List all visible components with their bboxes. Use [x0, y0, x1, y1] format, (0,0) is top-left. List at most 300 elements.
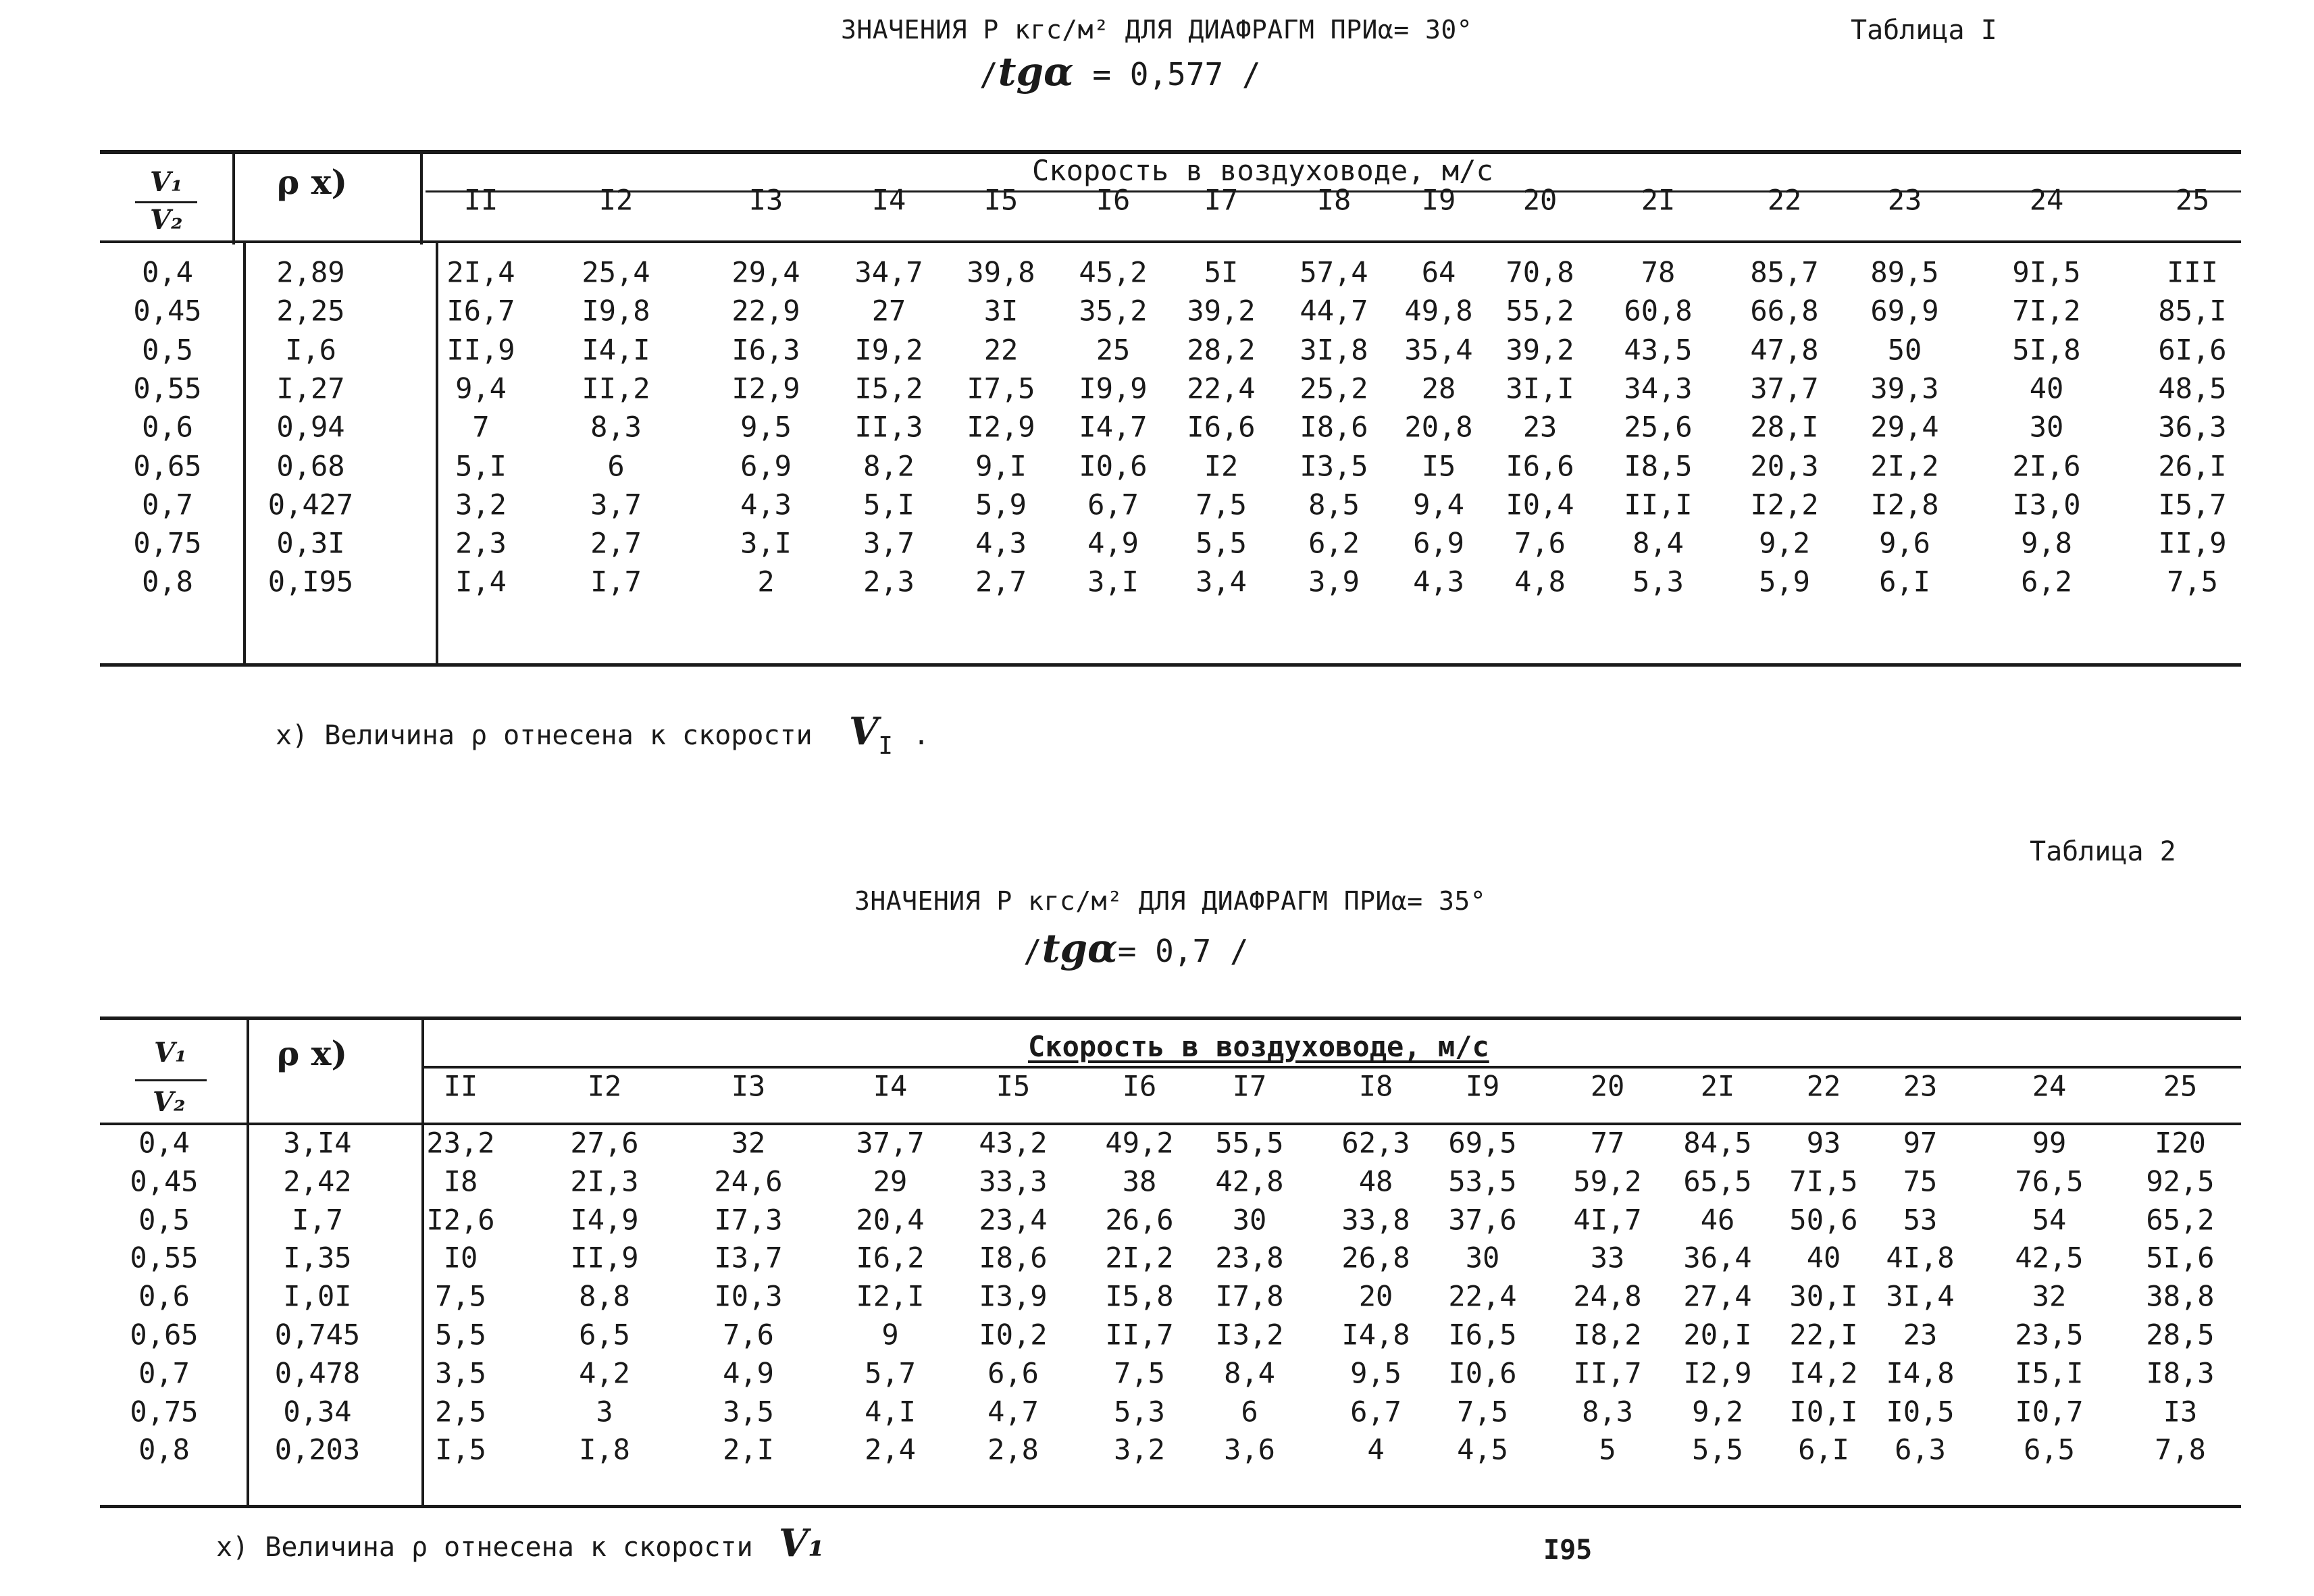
table1-divider-2b [436, 243, 438, 665]
pressure-value-cell: 30 [1465, 1241, 1500, 1275]
speed-column-header: 25 [2175, 183, 2210, 217]
pressure-value-cell: 3,7 [590, 488, 642, 521]
pressure-value-cell: 49,2 [1105, 1126, 1174, 1160]
pressure-value-cell: 55,2 [1506, 294, 1574, 328]
pressure-value-cell: I3 [2163, 1395, 2198, 1428]
table1-bottom-rule [100, 663, 2241, 667]
pressure-value-cell: 9,4 [1413, 488, 1464, 521]
pressure-value-cell: I2,8 [1870, 488, 1939, 521]
pressure-value-cell: 3,I [1087, 565, 1139, 598]
footnote-text: x) Величина ρ отнесена к скорости [216, 1532, 753, 1563]
speed-column-header: 22 [1767, 183, 1802, 217]
pressure-value-cell: 26,I [2158, 449, 2227, 482]
pressure-value-cell: 40 [1806, 1241, 1841, 1275]
pressure-value-cell: 8,3 [590, 410, 642, 444]
pressure-value-cell: 30 [2029, 410, 2064, 444]
pressure-value-cell: 48,5 [2158, 371, 2227, 405]
pressure-value-cell: 92,5 [2146, 1164, 2215, 1198]
pressure-value-cell: I3,5 [1300, 449, 1368, 482]
pressure-value-cell: 23 [1903, 1318, 1938, 1352]
pressure-value-cell: 53 [1903, 1203, 1938, 1237]
pressure-value-cell: I8 [443, 1164, 478, 1198]
pressure-value-cell: I0,6 [1079, 449, 1148, 482]
pressure-value-cell: 39,8 [967, 255, 1035, 289]
pressure-value-cell: 43,2 [979, 1126, 1048, 1160]
pressure-value-cell: 37,7 [856, 1126, 925, 1160]
v-symbol: V [848, 709, 879, 754]
pressure-value-cell: 8,4 [1224, 1356, 1275, 1390]
pressure-value-cell: I6,5 [1448, 1318, 1517, 1352]
pressure-value-cell: I6,7 [446, 294, 515, 328]
pressure-value-cell: I7,8 [1215, 1279, 1284, 1313]
pressure-value-cell: 44,7 [1300, 294, 1368, 328]
speed-column-header: I8 [1358, 1069, 1393, 1103]
speed-column-header: 24 [2029, 183, 2064, 217]
table2-v1-label: V₁ [154, 1037, 187, 1069]
velocity-ratio-cell: 0,55 [133, 371, 202, 405]
pressure-value-cell: 2I,3 [570, 1164, 639, 1198]
rho-cell: 2,89 [276, 255, 345, 289]
pressure-value-cell: 2 [757, 565, 775, 598]
table1-divider-1 [232, 150, 235, 244]
pressure-value-cell: I2,I [856, 1279, 925, 1313]
pressure-value-cell: 47,8 [1750, 333, 1819, 367]
speed-column-header: I7 [1204, 183, 1239, 217]
rho-cell: I,7 [292, 1203, 343, 1237]
table1-v2-label: V₂ [150, 204, 183, 236]
pressure-value-cell: 2,4 [865, 1433, 916, 1466]
pressure-value-cell: I6,3 [731, 333, 800, 367]
pressure-value-cell: 5,5 [1195, 526, 1247, 560]
velocity-ratio-cell: 0,8 [138, 1433, 190, 1466]
pressure-value-cell: 7,5 [1195, 488, 1247, 521]
rho-cell: 2,25 [276, 294, 345, 328]
pressure-value-cell: 50 [1887, 333, 1922, 367]
pressure-value-cell: 7I,2 [2012, 294, 2081, 328]
pressure-value-cell: II,I [1624, 488, 1693, 521]
pressure-value-cell: 9,8 [2021, 526, 2072, 560]
pressure-value-cell: 7I,5 [1789, 1164, 1858, 1198]
pressure-value-cell: I0 [443, 1241, 478, 1275]
pressure-value-cell: 45,2 [1079, 255, 1148, 289]
v1-symbol: V₁ [778, 1521, 825, 1566]
pressure-value-cell: 65,2 [2146, 1203, 2215, 1237]
pressure-value-cell: I0,4 [1506, 488, 1574, 521]
pressure-value-cell: I4,7 [1079, 410, 1148, 444]
pressure-value-cell: 27,4 [1683, 1279, 1752, 1313]
pressure-value-cell: 29,4 [731, 255, 800, 289]
pressure-value-cell: 2,7 [975, 565, 1027, 598]
pressure-value-cell: 5,I [455, 449, 507, 482]
pressure-value-cell: 42,8 [1215, 1164, 1284, 1198]
pressure-value-cell: 36,3 [2158, 410, 2227, 444]
pressure-value-cell: 24,6 [714, 1164, 783, 1198]
tg-alpha-symbol: tgα [998, 49, 1074, 95]
rho-cell: 0,68 [276, 449, 345, 482]
pressure-value-cell: 25,6 [1624, 410, 1693, 444]
pressure-value-cell: 39,2 [1506, 333, 1574, 367]
table1-fraction-bar [135, 201, 197, 203]
pressure-value-cell: 9,4 [455, 371, 507, 405]
pressure-value-cell: 4,I [865, 1395, 916, 1428]
pressure-value-cell: 22,4 [1187, 371, 1256, 405]
page-number: I95 [1543, 1535, 1593, 1566]
table1-label: Таблица I [1851, 15, 1997, 46]
pressure-value-cell: 6 [1241, 1395, 1258, 1428]
pressure-value-cell: 6,I [1798, 1433, 1849, 1466]
velocity-ratio-cell: 0,55 [130, 1241, 199, 1275]
pressure-value-cell: 4 [1367, 1433, 1385, 1466]
pressure-value-cell: 4,9 [723, 1356, 774, 1390]
pressure-value-cell: 29,4 [1870, 410, 1939, 444]
speed-column-header: 2I [1700, 1069, 1735, 1103]
pressure-value-cell: 6,5 [579, 1318, 630, 1352]
pressure-value-cell: 23,8 [1215, 1241, 1284, 1275]
pressure-value-cell: 5,3 [1632, 565, 1684, 598]
velocity-ratio-cell: 0,7 [138, 1356, 190, 1390]
pressure-value-cell: II,3 [854, 410, 923, 444]
table2-speed-rule [422, 1066, 2241, 1069]
pressure-value-cell: 89,5 [1870, 255, 1939, 289]
table2-v2-label: V₂ [153, 1086, 186, 1118]
pressure-value-cell: 9I,5 [2012, 255, 2081, 289]
table2-fraction-bar [135, 1079, 207, 1081]
pressure-value-cell: 2,I [723, 1433, 774, 1466]
rho-cell: 0,203 [274, 1433, 361, 1466]
pressure-value-cell: 65,5 [1683, 1164, 1752, 1198]
pressure-value-cell: 5,9 [975, 488, 1027, 521]
pressure-value-cell: I0,I [1789, 1395, 1858, 1428]
pressure-value-cell: 3,9 [1308, 565, 1360, 598]
rho-cell: 0,I95 [267, 565, 354, 598]
pressure-value-cell: 7,5 [435, 1279, 486, 1313]
speed-column-header: 23 [1887, 183, 1922, 217]
pressure-value-cell: 9,5 [740, 410, 792, 444]
pressure-value-cell: 20 [1358, 1279, 1393, 1313]
pressure-value-cell: 28,2 [1187, 333, 1256, 367]
table2-rho-header: ρ x) [277, 1033, 348, 1073]
pressure-value-cell: 20,8 [1404, 410, 1473, 444]
pressure-value-cell: 6,2 [2021, 565, 2072, 598]
pressure-value-cell: 30 [1232, 1203, 1267, 1237]
pressure-value-cell: I7,3 [714, 1203, 783, 1237]
pressure-value-cell: 5,7 [865, 1356, 916, 1390]
velocity-ratio-cell: 0,6 [138, 1279, 190, 1313]
footnote-period: . [913, 720, 930, 751]
speed-column-header: 24 [2032, 1069, 2067, 1103]
pressure-value-cell: I,7 [590, 565, 642, 598]
pressure-value-cell: II,7 [1573, 1356, 1642, 1390]
pressure-value-cell: 76,5 [2015, 1164, 2084, 1198]
pressure-value-cell: 27,6 [570, 1126, 639, 1160]
pressure-value-cell: 35,2 [1079, 294, 1148, 328]
speed-column-header: I9 [1421, 183, 1456, 217]
pressure-value-cell: 39,2 [1187, 294, 1256, 328]
pressure-value-cell: 4I,8 [1886, 1241, 1955, 1275]
pressure-value-cell: 6,I [1879, 565, 1930, 598]
pressure-value-cell: I5,I [2015, 1356, 2084, 1390]
speed-column-header: I3 [748, 183, 783, 217]
pressure-value-cell: 34,3 [1624, 371, 1693, 405]
pressure-value-cell: 28,I [1750, 410, 1819, 444]
table2-formula [1023, 925, 1249, 971]
pressure-value-cell: 77 [1590, 1126, 1625, 1160]
pressure-value-cell: 36,4 [1683, 1241, 1752, 1275]
pressure-value-cell: 46 [1700, 1203, 1735, 1237]
pressure-value-cell: 5I,8 [2012, 333, 2081, 367]
pressure-value-cell: I4,I [582, 333, 650, 367]
velocity-ratio-cell: 0,5 [142, 333, 193, 367]
velocity-ratio-cell: 0,5 [138, 1203, 190, 1237]
pressure-value-cell: I0,5 [1886, 1395, 1955, 1428]
pressure-value-cell: 59,2 [1573, 1164, 1642, 1198]
pressure-value-cell: 99 [2032, 1126, 2067, 1160]
pressure-value-cell: 2I,6 [2012, 449, 2081, 482]
pressure-value-cell: 2I,4 [446, 255, 515, 289]
pressure-value-cell: 26,6 [1105, 1203, 1174, 1237]
pressure-value-cell: 3I,4 [1886, 1279, 1955, 1313]
pressure-value-cell: 55,5 [1215, 1126, 1284, 1160]
speed-column-header: I6 [1096, 183, 1131, 217]
pressure-value-cell: 20,3 [1750, 449, 1819, 482]
formula-right: = 0,577 / [1073, 56, 1261, 93]
formula-left: / [979, 56, 998, 93]
speed-column-header: 25 [2163, 1069, 2198, 1103]
rho-cell: I,35 [283, 1241, 352, 1275]
speed-column-header: II [463, 183, 498, 217]
pressure-value-cell: I,4 [455, 565, 507, 598]
pressure-value-cell: 3,I [740, 526, 792, 560]
pressure-value-cell: I6,6 [1187, 410, 1256, 444]
pressure-value-cell: I3,0 [2012, 488, 2081, 521]
pressure-value-cell: 25,2 [1300, 371, 1368, 405]
pressure-value-cell: 6,7 [1350, 1395, 1402, 1428]
pressure-value-cell: I5,8 [1105, 1279, 1174, 1313]
pressure-value-cell: 64 [1421, 255, 1456, 289]
pressure-value-cell: 5,5 [1692, 1433, 1743, 1466]
table2-divider-1 [247, 1016, 249, 1506]
pressure-value-cell: 7,8 [2155, 1433, 2206, 1466]
rho-cell: 0,94 [276, 410, 345, 444]
pressure-value-cell: I8,6 [979, 1241, 1048, 1275]
pressure-value-cell: 6,9 [740, 449, 792, 482]
pressure-value-cell: 26,8 [1341, 1241, 1410, 1275]
velocity-ratio-cell: 0,6 [142, 410, 193, 444]
table1-rho-header: ρ x) [277, 162, 348, 202]
pressure-value-cell: I4,9 [570, 1203, 639, 1237]
pressure-value-cell: 9,I [975, 449, 1027, 482]
pressure-value-cell: 6,5 [2024, 1433, 2075, 1466]
pressure-value-cell: I6,2 [856, 1241, 925, 1275]
rho-cell: 0,427 [267, 488, 354, 521]
table1-v1-label: V₁ [150, 166, 183, 198]
pressure-value-cell: I3,9 [979, 1279, 1048, 1313]
speed-column-header: 22 [1806, 1069, 1841, 1103]
rho-cell: 0,745 [274, 1318, 361, 1352]
pressure-value-cell: 62,3 [1341, 1126, 1410, 1160]
pressure-value-cell: 3,6 [1224, 1433, 1275, 1466]
pressure-value-cell: II,7 [1105, 1318, 1174, 1352]
pressure-value-cell: I2,9 [731, 371, 800, 405]
velocity-ratio-cell: 0,45 [130, 1164, 199, 1198]
pressure-value-cell: 30,I [1789, 1279, 1858, 1313]
pressure-value-cell: 23,4 [979, 1203, 1048, 1237]
pressure-value-cell: 5I,6 [2146, 1241, 2215, 1275]
table2-title: ЗНАЧЕНИЯ Р кгс/м² ДЛЯ ДИАФРАГМ ПРИα= 35° [854, 886, 1487, 916]
pressure-value-cell: 34,7 [854, 255, 923, 289]
pressure-value-cell: 4I,7 [1573, 1203, 1642, 1237]
speed-column-header: I7 [1232, 1069, 1267, 1103]
pressure-value-cell: II,2 [582, 371, 650, 405]
pressure-value-cell: 2,3 [863, 565, 915, 598]
table2-footnote [216, 1521, 825, 1566]
pressure-value-cell: 3,4 [1195, 565, 1247, 598]
table1-speed-header: Скорость в воздуховоде, м/с [1032, 154, 1493, 187]
rho-cell: I,0I [283, 1279, 352, 1313]
pressure-value-cell: III [2167, 255, 2218, 289]
pressure-value-cell: 69,9 [1870, 294, 1939, 328]
pressure-value-cell: II,9 [446, 333, 515, 367]
pressure-value-cell: 78 [1641, 255, 1676, 289]
pressure-value-cell: 28 [1421, 371, 1456, 405]
pressure-value-cell: I4,8 [1886, 1356, 1955, 1390]
speed-column-header: I3 [731, 1069, 766, 1103]
pressure-value-cell: 24,8 [1573, 1279, 1642, 1313]
pressure-value-cell: 23,2 [426, 1126, 495, 1160]
pressure-value-cell: 3,2 [1114, 1433, 1165, 1466]
pressure-value-cell: 25 [1096, 333, 1131, 367]
pressure-value-cell: 93 [1806, 1126, 1841, 1160]
rho-cell: 2,42 [283, 1164, 352, 1198]
velocity-ratio-cell: 0,8 [142, 565, 193, 598]
pressure-value-cell: I8,3 [2146, 1356, 2215, 1390]
pressure-value-cell: 20,4 [856, 1203, 925, 1237]
pressure-value-cell: 4,2 [579, 1356, 630, 1390]
rho-cell: 0,478 [274, 1356, 361, 1390]
pressure-value-cell: I2 [1204, 449, 1239, 482]
pressure-value-cell: 4,5 [1457, 1433, 1508, 1466]
speed-column-header: I4 [873, 1069, 908, 1103]
pressure-value-cell: 7,6 [723, 1318, 774, 1352]
pressure-value-cell: 6 [607, 449, 625, 482]
pressure-value-cell: 8,3 [1582, 1395, 1633, 1428]
speed-column-header: I6 [1122, 1069, 1157, 1103]
pressure-value-cell: 20,I [1683, 1318, 1752, 1352]
rho-cell: 0,3I [276, 526, 345, 560]
table1-divider-1b [243, 243, 246, 665]
pressure-value-cell: 2,8 [987, 1433, 1039, 1466]
speed-column-header: 20 [1590, 1069, 1625, 1103]
pressure-value-cell: I20 [2155, 1126, 2206, 1160]
pressure-value-cell: 6,3 [1895, 1433, 1946, 1466]
pressure-value-cell: 4,3 [975, 526, 1027, 560]
pressure-value-cell: 39,3 [1870, 371, 1939, 405]
pressure-value-cell: I2,6 [426, 1203, 495, 1237]
speed-column-header: I5 [996, 1069, 1031, 1103]
pressure-value-cell: I0,2 [979, 1318, 1048, 1352]
pressure-value-cell: I9,2 [854, 333, 923, 367]
velocity-ratio-cell: 0,65 [133, 449, 202, 482]
pressure-value-cell: 7,6 [1514, 526, 1566, 560]
pressure-value-cell: 4,9 [1087, 526, 1139, 560]
pressure-value-cell: 6I,6 [2158, 333, 2227, 367]
pressure-value-cell: 69,5 [1448, 1126, 1517, 1160]
velocity-ratio-cell: 0,75 [130, 1395, 199, 1428]
pressure-value-cell: 9,6 [1879, 526, 1930, 560]
pressure-value-cell: 66,8 [1750, 294, 1819, 328]
pressure-value-cell: 60,8 [1624, 294, 1693, 328]
pressure-value-cell: 32 [731, 1126, 766, 1160]
pressure-value-cell: 97 [1903, 1126, 1938, 1160]
pressure-value-cell: 6,6 [987, 1356, 1039, 1390]
pressure-value-cell: 3I,8 [1300, 333, 1368, 367]
pressure-value-cell: I5,7 [2158, 488, 2227, 521]
velocity-ratio-cell: 0,65 [130, 1318, 199, 1352]
pressure-value-cell: 38 [1122, 1164, 1157, 1198]
pressure-value-cell: 28,5 [2146, 1318, 2215, 1352]
speed-column-header: 20 [1522, 183, 1558, 217]
pressure-value-cell: 4,8 [1514, 565, 1566, 598]
pressure-value-cell: 23,5 [2015, 1318, 2084, 1352]
pressure-value-cell: 5I [1204, 255, 1239, 289]
pressure-value-cell: 35,4 [1404, 333, 1473, 367]
pressure-value-cell: 8,2 [863, 449, 915, 482]
pressure-value-cell: 2I,2 [1105, 1241, 1174, 1275]
pressure-value-cell: I8,2 [1573, 1318, 1642, 1352]
velocity-ratio-cell: 0,4 [138, 1126, 190, 1160]
pressure-value-cell: 49,8 [1404, 294, 1473, 328]
pressure-value-cell: 8,5 [1308, 488, 1360, 521]
velocity-ratio-cell: 0,45 [133, 294, 202, 328]
pressure-value-cell: 2,3 [455, 526, 507, 560]
pressure-value-cell: 5,5 [435, 1318, 486, 1352]
pressure-value-cell: 40 [2029, 371, 2064, 405]
pressure-value-cell: I9,8 [582, 294, 650, 328]
velocity-ratio-cell: 0,4 [142, 255, 193, 289]
pressure-value-cell: 5,I [863, 488, 915, 521]
speed-column-header: 2I [1641, 183, 1676, 217]
pressure-value-cell: 25,4 [582, 255, 650, 289]
pressure-value-cell: 3,7 [863, 526, 915, 560]
table2-label: Таблица 2 [2030, 836, 2176, 867]
pressure-value-cell: 53,5 [1448, 1164, 1517, 1198]
rho-cell: 0,34 [283, 1395, 352, 1428]
rho-cell: I,27 [276, 371, 345, 405]
pressure-value-cell: 22,9 [731, 294, 800, 328]
pressure-value-cell: 8,8 [579, 1279, 630, 1313]
v-subscript: I [878, 732, 893, 760]
velocity-ratio-cell: 0,7 [142, 488, 193, 521]
velocity-ratio-cell: 0,75 [133, 526, 202, 560]
footnote-text: x) Величина ρ отнесена к скорости [276, 720, 813, 751]
pressure-value-cell: 5,9 [1759, 565, 1810, 598]
pressure-value-cell: I3,7 [714, 1241, 783, 1275]
pressure-value-cell: 9,2 [1692, 1395, 1743, 1428]
pressure-value-cell: 43,5 [1624, 333, 1693, 367]
pressure-value-cell: 5 [1599, 1433, 1616, 1466]
speed-column-header: I8 [1316, 183, 1352, 217]
pressure-value-cell: I9,9 [1079, 371, 1148, 405]
pressure-value-cell: I7,5 [967, 371, 1035, 405]
tg-alpha-symbol: tgα [1042, 925, 1118, 971]
pressure-value-cell: 2,7 [590, 526, 642, 560]
pressure-value-cell: 37,7 [1750, 371, 1819, 405]
pressure-value-cell: 32 [2032, 1279, 2067, 1313]
speed-column-header: I2 [598, 183, 634, 217]
pressure-value-cell: I5,2 [854, 371, 923, 405]
pressure-value-cell: 70,8 [1506, 255, 1574, 289]
rho-cell: I,6 [285, 333, 336, 367]
